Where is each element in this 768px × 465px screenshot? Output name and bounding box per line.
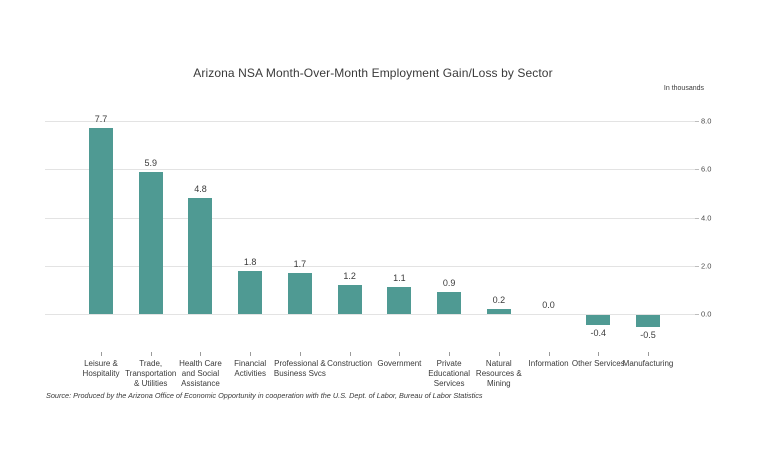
bar-value-label: 1.2: [343, 271, 356, 282]
x-tick: [499, 352, 500, 356]
bar: [288, 273, 312, 314]
bar-value-label: 0.2: [492, 295, 506, 306]
x-category-label: Information: [528, 359, 569, 368]
bar: [139, 172, 163, 314]
x-tick: [350, 352, 351, 356]
bar-value-label: 7.7: [94, 114, 108, 125]
bar: [89, 128, 113, 314]
gridline: [45, 121, 695, 122]
bar-value-label: 1.1: [393, 273, 406, 284]
y-tick-label: 8.0: [701, 116, 712, 126]
bar: [636, 315, 660, 327]
chart-title: Arizona NSA Month-Over-Month Employment Gain/Loss by Sector: [193, 66, 553, 80]
bar: [188, 198, 212, 314]
x-category-label: Government: [377, 359, 422, 368]
x-category-label: Natural Resources & Mining: [475, 359, 522, 388]
y-tick-mark: [695, 266, 699, 267]
units-label: In thousands: [663, 85, 704, 92]
x-category-label: Leisure & Hospitality: [82, 359, 120, 378]
y-tick-label: 0.0: [701, 309, 712, 319]
x-category-label: Health Care and Social Assistance: [179, 359, 222, 388]
x-tick: [250, 352, 251, 356]
bar-value-label: 1.7: [293, 259, 307, 270]
y-tick-mark: [695, 121, 699, 122]
x-tick: [549, 352, 550, 356]
x-category-label: Manufacturing: [622, 359, 674, 368]
bar-value-label: -0.4: [590, 327, 607, 338]
bar-value-label: 0.9: [442, 278, 456, 289]
y-tick-mark: [695, 169, 699, 170]
bar: [338, 285, 362, 314]
x-category-label: Trade, Transportation & Utilities: [125, 359, 177, 388]
x-category-label: Other Services: [571, 359, 625, 368]
bar-value-label: 1.8: [243, 256, 257, 267]
y-tick-mark: [695, 314, 699, 315]
bar-value-label: -0.5: [640, 330, 656, 341]
x-tick: [300, 352, 301, 356]
bar-value-label: 4.8: [194, 184, 207, 195]
x-tick: [200, 352, 201, 356]
x-tick: [598, 352, 599, 356]
y-tick-label: 6.0: [701, 164, 712, 174]
x-category-label: Professional & Business Svcs: [273, 359, 326, 378]
x-tick: [449, 352, 450, 356]
x-tick: [151, 352, 152, 356]
x-tick: [101, 352, 102, 356]
bar-value-label: 0.0: [542, 300, 555, 310]
x-category-label: Private Educational Services: [428, 359, 471, 388]
bar: [586, 315, 610, 325]
plot-area: [45, 110, 695, 356]
bar-value-label: 5.9: [144, 157, 157, 168]
bar: [387, 287, 411, 314]
y-tick-label: 4.0: [701, 213, 712, 223]
x-category-label: Financial Activities: [234, 359, 267, 378]
y-tick-label: 2.0: [701, 261, 712, 271]
x-category-label: Construction: [327, 359, 373, 368]
gridline: [45, 169, 695, 170]
x-tick: [399, 352, 400, 356]
bar: [238, 271, 262, 314]
bar: [487, 309, 511, 314]
source-note: Source: Produced by the Arizona Office of Economic Opportunity in cooperation with the U.S. Dept. of Labor, Bureau of Labor Statistics: [46, 391, 483, 400]
x-tick: [648, 352, 649, 356]
y-tick-mark: [695, 218, 699, 219]
bar: [437, 292, 461, 314]
